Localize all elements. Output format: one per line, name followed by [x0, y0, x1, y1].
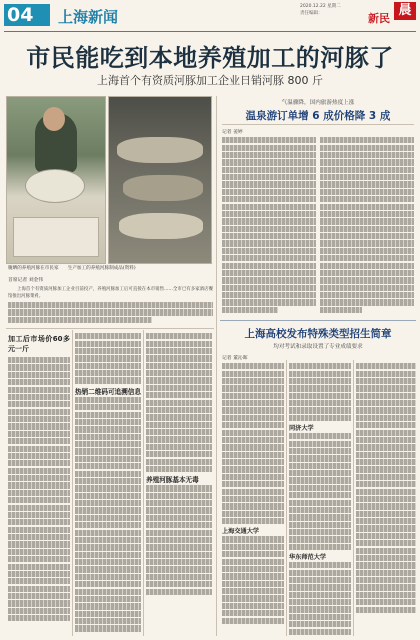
left-column [8, 332, 70, 636]
col-divider-2 [143, 330, 144, 636]
right-bottom-col-c [356, 362, 416, 636]
right-bottom-inline-heading-1: 同济大学 [289, 425, 314, 432]
middle-section-heading-1: 热销二维码可追溯信息 [75, 387, 141, 396]
right-top-kicker: 气温骤降，国内旅游热度上涨 [281, 100, 355, 106]
right-bottom-inline-heading-0: 上海交通大学 [222, 528, 260, 536]
middle-column-b [146, 332, 212, 636]
main-headline: 市民能吃到本地养殖加工的河豚了 [26, 44, 394, 72]
middle-column-a [75, 332, 141, 636]
col-divider-1 [72, 330, 73, 636]
right-bottom-inline-heading-2: 华东师范大学 [289, 554, 327, 561]
editor-text: 责任编辑： [300, 11, 323, 16]
right-bottom-col-b [289, 362, 351, 636]
right-bottom-col-a [222, 362, 284, 636]
left-section-heading: 加工后市场价60多元一斤 [8, 335, 70, 353]
right-bottom-headline: 上海高校发布特殊类型招生简章 [244, 328, 392, 340]
col-divider-r1 [286, 360, 287, 636]
col-divider-r2 [353, 360, 354, 636]
fish-row-2 [123, 175, 203, 201]
main-right-divider [216, 96, 217, 636]
page-header [0, 0, 420, 30]
main-subheadline: 上海首个有资质河豚加工企业日销河豚 800 斤 [97, 74, 323, 87]
lead-paragraph: 上海首个有资质河豚加工企业目前投产，养殖河豚加工后可直接在本市销售……全市已有多家酒店餐馆推出河豚菜肴。 [8, 287, 213, 300]
right-section-divider [220, 320, 416, 321]
logo-main-text: 晨 [394, 2, 416, 20]
fish-tray [13, 217, 99, 257]
right-bottom-subtitle: 均对考试和录取设置了专业成绩要求 [273, 344, 363, 350]
right-top-headline: 温泉游订单增 6 成价格降 3 成 [245, 110, 391, 122]
main-byline: 首席记者 刘金伟 [8, 278, 44, 283]
right-top-col-b [320, 136, 414, 316]
right-bottom-byline: 记者 董沁晖 [222, 356, 248, 361]
section-title: 上海新闻 [58, 8, 119, 26]
newspaper-logo [368, 2, 416, 28]
fish-row-1 [117, 137, 203, 163]
date-text: 2020.12.22 星期二 [300, 4, 341, 9]
photo-fish-vendor [6, 96, 106, 264]
middle-section-heading-2: 养殖河豚基本无毒 [146, 476, 199, 485]
photo-processed-fish [108, 96, 212, 264]
divider-lead [6, 328, 214, 329]
header-rule [4, 31, 416, 32]
photo-caption: 腌晒的养殖河豚在市民家 生产加工的养殖河豚制成品(资料) [8, 266, 136, 271]
right-top-rule [222, 124, 414, 125]
page-number: 04 [4, 4, 50, 26]
fish-row-3 [119, 213, 203, 239]
right-top-col-a [222, 136, 316, 316]
fish-held [25, 169, 85, 203]
right-top-byline: 记者 姜婷 [222, 130, 243, 135]
logo-side-text: 新民 [368, 12, 390, 25]
lead-paragraph-block [8, 286, 213, 326]
person-face [43, 107, 65, 131]
